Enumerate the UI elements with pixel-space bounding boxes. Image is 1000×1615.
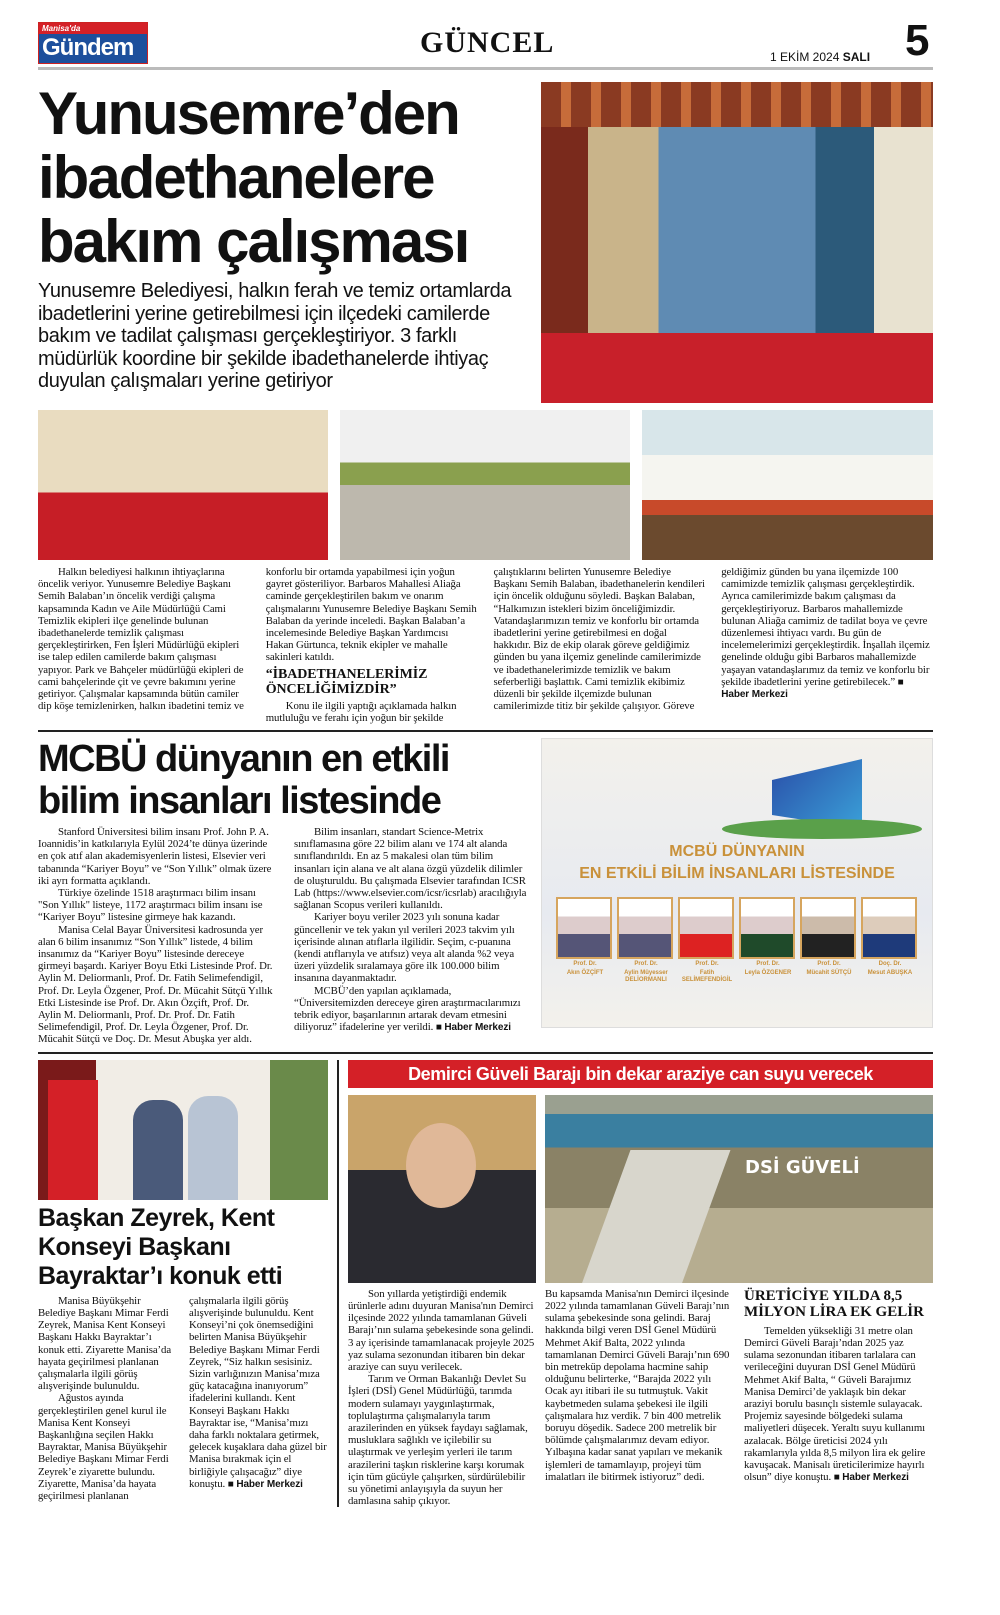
byline: ■ Haber Merkezi: [227, 1478, 303, 1490]
article1-headline: Yunusemre’den ibadethanelere bakım çalışması: [38, 80, 469, 275]
section-title: GÜNCEL: [420, 26, 555, 59]
article4-body-col1: [348, 1288, 536, 1508]
scientist-photo: [861, 897, 917, 959]
article3-headline: Başkan Zeyrek, Kent Konseyi Başkanı Bayraktar’ı konuk etti: [38, 1203, 283, 1290]
scientist-card: [556, 897, 614, 977]
scientist-photo: [800, 897, 856, 959]
masthead: [38, 0, 933, 74]
bottom-section: [38, 1060, 933, 1508]
graphic-title-line1: MCBÜ DÜNYANIN: [669, 843, 805, 861]
article1-paragraph: Halkın belediyesi halkının ihtiyaçlarına öncelik veriyor. Yunusemre Belediye Başkanı Semih Balaban’ın öncelik verdiği çalışma kapsamında Kadın ve Aile Müdürlüğü Cami Temizlik ekipleri ilçe genelinde bulunan ibadethanelerde temizlik çalışması gerçekleştirirken, Fen İşleri Müdürlüğü ekipleri ise talep edilen camilerde bakım çalışması yapıyor. Park ve Bahçeler müdürlüğü ekipleri de cami bahçelerinde çit ve çevre bakımını yerine getiriyor. Çalışmalar kapsamında bütün camiler dip köşe temizlenirken, halkın ibadetini temiz ve konforlu bir ortamda yapabilmesi için yoğun gayret gösteriliyor. Barbaros Mahallesi Aliağa caminde gerçekleştirilen bakım ve onarım çalışmalarını Yunusemre Belediye Başkanı Semih Balaban da yerinde inceledi. Başkan Balaban’a incelemesinde Belediye Başkan Yardımcısı Hakan Gürtunca, teknik ekipler ve mahalle sakinleri katıldı.: [38, 566, 477, 713]
issue-date: [770, 50, 870, 64]
dam-spillway: [580, 1150, 731, 1283]
scientist-name: Mesut ABUŞKA: [867, 970, 913, 977]
date-text: 1 EKİM 2024: [770, 50, 840, 64]
newspaper-page: [38, 0, 933, 1507]
scientist-card: [800, 897, 858, 977]
article1-lead: Yunusemre Belediyesi, halkın ferah ve temiz ortamlarda ibadetlerini yerine getirebilmesi için ilçedeki camilerde bakım ve tadilat çalışması gerçekleştiriyor. 3 farklı müdürlük koordine bir şekilde ibadethanelerde ihtiyaç duyulan çalışmaları yerine getiriyor: [38, 280, 512, 392]
scientist-title: Prof. Dr.: [817, 961, 841, 968]
article1-heading-block: [38, 82, 538, 403]
article1: [38, 82, 933, 403]
article2-text-block: [38, 738, 530, 1046]
article4-banner-headline: Demirci Güveli Barajı bin dekar araziye can suyu verecek: [348, 1060, 933, 1088]
logo-text: Gündem: [42, 34, 134, 61]
scientist-title: Prof. Dr.: [573, 961, 597, 968]
scientist-name: Mücahit SÜTÇÜ: [806, 970, 852, 977]
dam-sign: DSİ GÜVELİ: [745, 1156, 860, 1178]
scientist-name: Fatih SELİMEFENDİGİL: [681, 970, 733, 984]
scientist-name: Aylin Müyesser DELİORMANLI: [624, 970, 668, 984]
byline: ■ Haber Merkezi: [435, 1022, 511, 1034]
article1-photo-row: [38, 410, 933, 560]
article4-paragraph-text: Temelden yüksekliği 31 metre olan Demirci Güveli Barajı’ndan 2025 yaz sulama sezonundan itibaren tarlalara can verileceğini duyuran DSİ Genel Müdürü Mehmet Akif Balta, “ Güveli Barajımız Manisa Demirci’de yaklaşık bin dekar araziyi borulu basınçlı sistemle sulayacak. Projemiz sayesinde bölgedeki sulama maliyetleri düşecek. Yeraltı suyu kullanımı azalacak. Bölge üreticisi 2024 yılı rakamlarıyla yılda 8,5 milyon lira ek gelire kavuşacak. Manisalı üreticilerimize hayırlı olsun” diye konuştu.: [744, 1324, 926, 1484]
article4-grid: [348, 1095, 933, 1508]
article4-paragraph: Tarım ve Orman Bakanlığı Devlet Su İşleri (DSİ) Genel Müdürlüğü, tarımda modern sulamayı yaygınlaştırmak, toplulaştırma çalışmalarıyla tarım arazilerinden en yüksek faydayı sağlamak, musluklara sağlıklı ve içilebilir su ulaştırmak ve yerleşim yerleri ile tarım arazilerini taşkın risklerine karşı korumak için tüm gücüyle çalışırken, sürdürülebilir su yönetimi anlayışıyla da suyun her damlasına sahip çıkıyor.: [348, 1373, 528, 1508]
photo-fence-repair: [642, 410, 933, 560]
turkish-flag: [48, 1080, 98, 1200]
article3-paragraph-text: Ağustos ayında gerçekleştirilen genel kurul ile Manisa Kent Konseyi Başkanlığına seçilen Hakkı Bayraktar, Manisa Büyükşehir Belediye Başkanı Mimar Ferdi Zeyrek’e ziyarette bulundu. Ziyarette, Manisa’da hayata geçirilmesi planlanan çalışmalarla ilgili görüş alışverişinde bulunuldu. Kent Konseyi’ni çok önemsediğini belirten Manisa Büyükşehir Belediye Başkanı Mimar Ferdi Zeyrek, “Siz halkın sesisiniz. Sizin varlığınızın Manisa’mıza güç katacağına inanıyorum” ifadelerini kullandı. Kent Konseyi Başkanı Hakkı Bayraktar ise, “Manisa’mızı daha farklı noktalara getirmek, gelecek kuşaklara daha güzel bir Manisa bırakmak için el birliğiyle çalışacağız” diye konuştu.: [38, 1294, 327, 1502]
scientist-title: Prof. Dr.: [756, 961, 780, 968]
article2-paragraph: Türkiye özelinde 1518 araştırmacı bilim insanı "Son Yıllık" listeye, 1172 araştırmacı bilim insanı ise “Kariyer Boyu” listesine girmeye hak kazandı.: [38, 887, 263, 924]
column-divider: [337, 1060, 339, 1508]
article2-body: [38, 826, 530, 1046]
article1-paragraph-text: Konu ile ilgili yaptığı açıklamada halkın mutluluğu ve ferahı için yoğun bir şekilde çalıştıklarını belirten Yunusemre Belediye Başkanı Semih Balaban, ibadethanelerin kendileri için öncelik olduğunu söyledi. Başkan Balaban, “Halkımızın istekleri bizim önceliğimizdir. Vatandaşlarımızın temiz ve konforlu bir ortamda ibadetlerini yerine getirebilmesi en doğal hakkıdır. Biz de ekip olarak göreve geldiğimiz günden bu yana ilçemiz genelinde camilerimizde ve ibadethanelerimizde temizlik ve bakım seferberliği başlattık. Cami temizlik ekibimiz düzenli bir şekilde ilçemizde bulunan camilerimizde titiz bir şekilde çalışıyor. Göreve geldiğimiz günden bu yana ilçemizde 100 camimizde temizlik çalışması gerçekleştirdik. Ayrıca camilerimizde bakım çalışması da gerçekleştiriyoruz. Barbaros mahallemizde bulunan Aliağa camimiz de tadilat boya ve çevre düzenlemesi ihtiyacı vardı. Bu gün de incelemelerimizi gerçekleştirdik. İnşallah ilçemiz genelinde olduğu gibi Barbaros mahallemizde yaşayan vatandaşlarımız da temiz ve konforlu bir şekilde ibadetlerini yerine getirebilecek.”: [265, 566, 930, 724]
scientist-photo: [617, 897, 673, 959]
article4-paragraph: Son yıllarda yetiştirdiği endemik ürünlerle adını duyuran Manisa'nın Demirci ilçesinde 2022 yılında tamamlanan Güveli Barajı’nın sulama şebekesinde sona gelindi. 3 ay içerisinde tamamlanacak projeyle 2025 yaz sulama sezonundan itibaren bin dekar araziye can suyu verilecek.: [348, 1287, 535, 1373]
scientist-photo: [739, 897, 795, 959]
scientist-title: Doç. Dr.: [878, 961, 902, 968]
article3-body: [38, 1295, 328, 1502]
byline: ■ Haber Merkezi: [721, 676, 904, 701]
article4-paragraph: [744, 1325, 933, 1484]
scientist-photo: [678, 897, 734, 959]
section-divider: [38, 1052, 933, 1054]
article2-paragraph-text: MCBÜ’den yapılan açıklamada, “Üniversitemizden dereceye giren araştırmacılarımızı tebrik ediyor, başarılarının artarak devam etmesini diliyoruz” ifadelerine yer verildi.: [294, 984, 521, 1034]
article1-subhead: “İBADETHANELERİMİZ ÖNCELİĞİMİZDİR”: [265, 666, 428, 697]
article4-body-col3: [744, 1325, 933, 1484]
article2-paragraph: Bilim insanları, standart Science-Metrix sınıflamasına göre 22 bilim alanı ve 174 alt alanda sınıflandırıldı. En az 5 makalesi olan tüm bilim insanları için alana ve alt alana özgü yüzdelik dilimler de oluşturuldu. Bu çalışmada Elsevier tarafından ICSR Lab (https://www.elsevier.com/icsr/icsrlab) aracılığıyla sağlanan Scopus verileri kullanıldı.: [294, 826, 527, 912]
scientist-photo: [556, 897, 612, 959]
article4-col3: [744, 1283, 933, 1508]
photo-officials-visit: [340, 410, 630, 560]
logo-tagline: Manisa'da: [39, 23, 147, 34]
article4-body-col2: [545, 1288, 735, 1508]
photo-zeyrek-bayraktar: [38, 1060, 328, 1200]
article4-subhead: ÜRETİCİYE YILDA 8,5 MİLYON LİRA EK GELİR: [744, 1287, 924, 1320]
page-number: 5: [905, 16, 930, 65]
scientist-title: Prof. Dr.: [695, 961, 719, 968]
article2: [38, 738, 933, 1046]
article4: [348, 1060, 933, 1508]
photo-guveli-dam: [545, 1095, 933, 1283]
mcbu-graphic: [541, 738, 933, 1028]
article2-headline: MCBÜ dünyanın en etkili bilim insanları listesinde: [38, 738, 449, 823]
graphic-title-line2: EN ETKİLİ BİLİM İNSANLARI LİSTESİNDE: [579, 865, 895, 883]
scientist-name: Leyla ÖZGENER: [744, 970, 792, 977]
weekday: SALI: [842, 50, 871, 64]
photo-mosque-hall: [38, 410, 328, 560]
scientist-card: [617, 897, 675, 984]
article2-paragraph: [294, 985, 530, 1034]
mcbu-lawn: [722, 819, 922, 839]
article2-paragraph: Manisa Celal Bayar Üniversitesi kadrosunda yer alan 6 bilim insanımız “Son Yıllık” listede, 4 bilim insanımız da “Kariyer Boyu” listesinde dereceye girmeyi başardı. Kariyer Boyu Etki Listesinde Prof. Dr. Aylin M. Deliormanlı, Prof. Dr. Fatih Selimefendigil, Prof. Dr. Leyla Özgener, Prof. Dr. Mücahit Sütçü Yıllık Etki Listesinde ise Prof. Dr. Akın Özçift, Prof. Dr. Aylin M. Deliormanlı, Prof. Dr. Prof. Dr. Fatih Selimefendigil, Prof. Dr. Leyla Özgener, Prof. Dr. Mücahit Sütçü ve Doç. Dr. Mesut Abuşka yer aldı.: [38, 923, 273, 1046]
byline: ■ Haber Merkezi: [833, 1472, 909, 1484]
article3-paragraph: Manisa Büyükşehir Belediye Başkanı Mimar Ferdi Zeyrek, Manisa Kent Konseyi Başkanı Hakkı Bayraktar’ı konuk etti. Ziyarette Manisa’da hayata geçirilmesi planlanan çalışmalarla ilgili görüş alışverişinde bulunuldu.: [38, 1294, 172, 1393]
newspaper-logo: [38, 22, 148, 64]
article4-paragraph: Bu kapsamda Manisa'nın Demirci ilçesinde 2022 yılında tamamlanan Güveli Barajı’nın sulama şebekesinde sona gelindi. Baraj hakkında bilgi veren DSİ Genel Müdürü Mehmet Akif Balta, 2022 yılında tamamlanan Demirci Güveli Barajı’nın 690 bin metreküp depolama hacmine sahip olduğunu belirterke, “Barajda 2022 yılı Ocak ayı itibari ile su tutmuştuk. Vakit kaybetmeden sulama şebekesi ile ilgili çalışmalara hız verdik. 7 bin 400 metrelik boruyu döşedik. Sadece 200 metrelik bir bölümde çalışmalarımız devam ediyor. Yılbaşına kadar sanat yapıları ve mekanik işlemleri de tamamlayıp, projeyi tüm imalatları ile bitirmek istiyoruz” dedi.: [545, 1287, 730, 1483]
scientist-card: [678, 897, 736, 984]
article2-paragraph: Kariyer boyu veriler 2023 yılı sonuna kadar güncellenir ve tek yakın yıl verileri 2023 takvim yılı içerisinde alınan atıflarla ilgilidir. Seçim, c-puanına (kendi atıflarıyla ve atıfsız) veya alt alanda %2 veya üzeri yüzdelik sıralamaya göre ilk 100.000 bilim insanına dayanmaktadır.: [294, 911, 515, 985]
section-divider: [38, 730, 933, 732]
scientist-name: Akın ÖZÇİFT: [566, 970, 604, 977]
article2-paragraph: Stanford Üniversitesi bilim insanı Prof. John P. A. Ioannidis’in katkılarıyla Eylül 2024’te dünya üzerinde en çok atıf alan akademisyenlerin listesi, Elsevier veri tabanında “Kariyer Boyu” ve “Son Yıllık” olmak üzere iki ayrı formatta açıklandı.: [38, 826, 272, 887]
scientist-card: [739, 897, 797, 977]
photo-dsi-director: [348, 1095, 536, 1283]
scientist-card: [861, 897, 919, 977]
photo-mosque-interior-cleaning: [541, 82, 933, 403]
header-rule: [38, 67, 933, 70]
article1-body: [38, 566, 933, 724]
article3: [38, 1060, 328, 1508]
scientist-title: Prof. Dr.: [634, 961, 658, 968]
